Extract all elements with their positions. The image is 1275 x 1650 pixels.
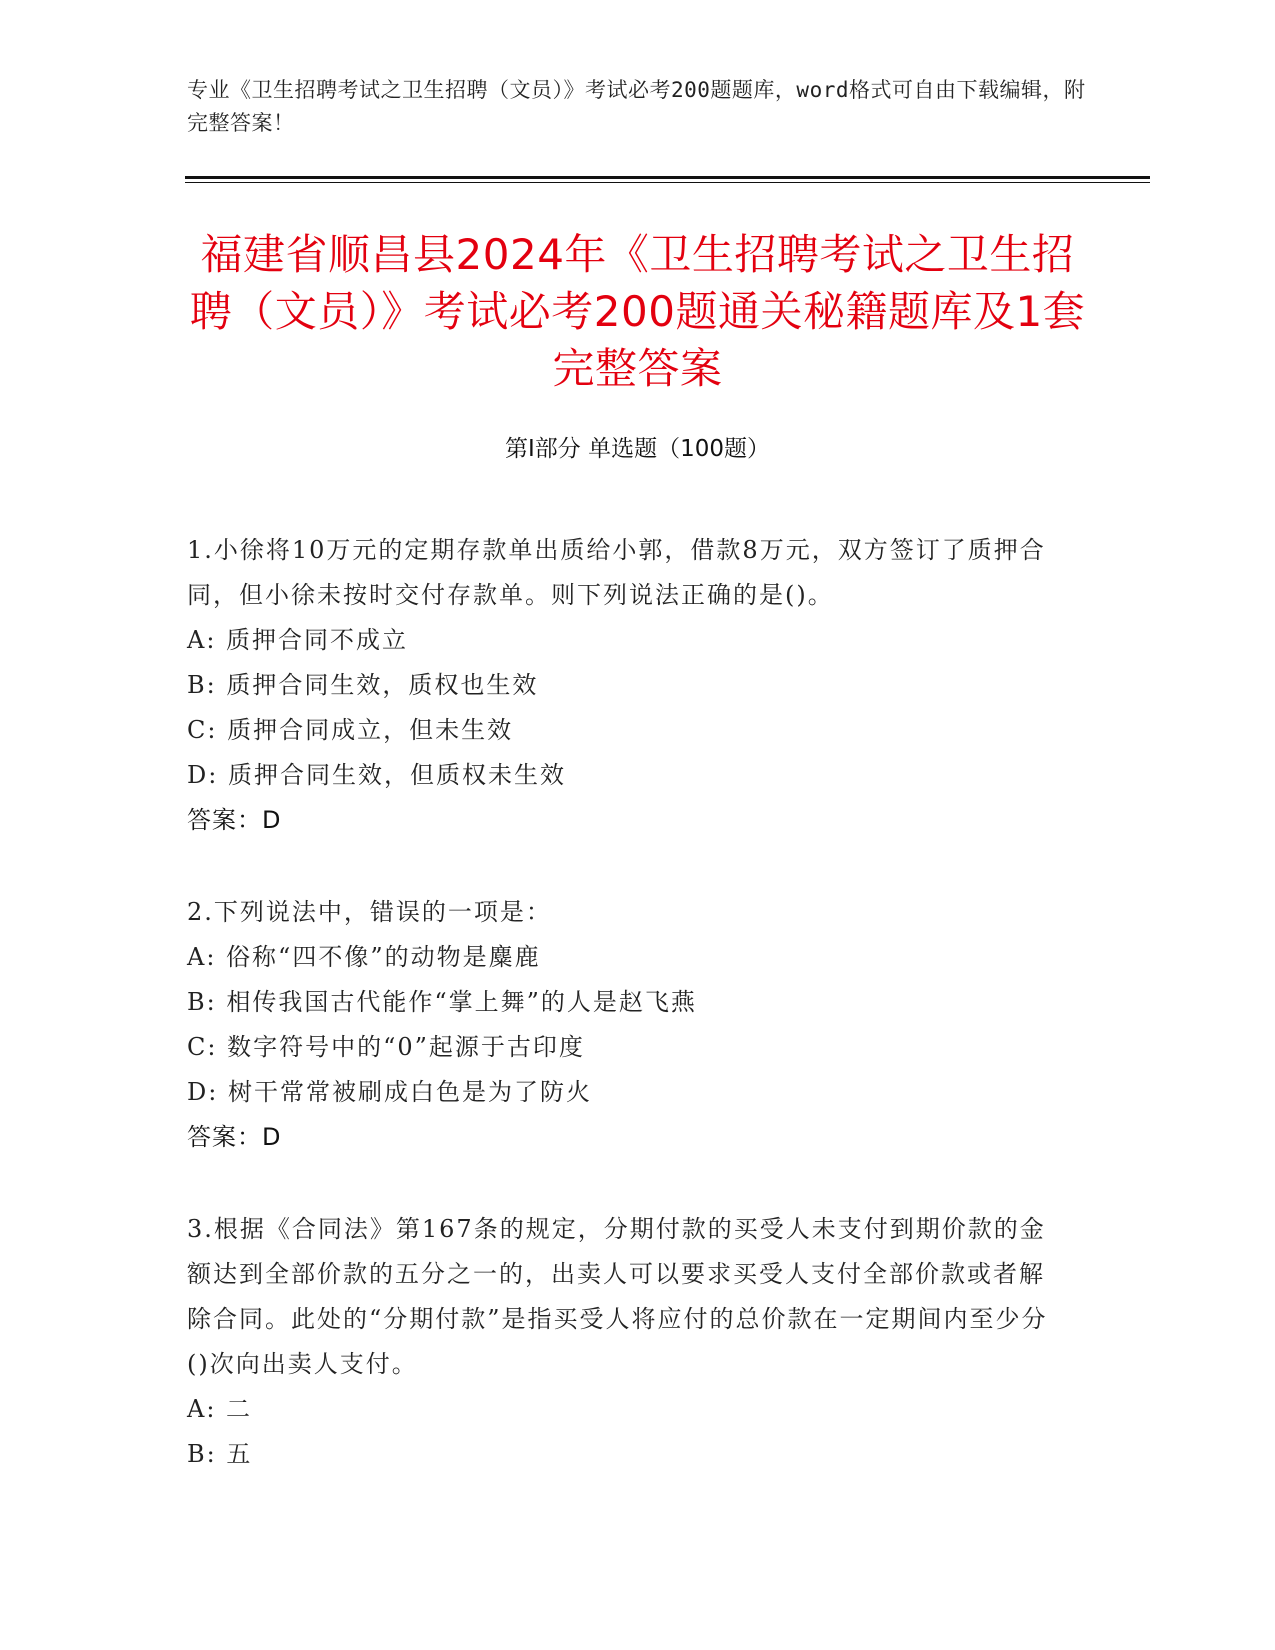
option-b: B: 五 — [187, 1440, 253, 1468]
question-stem: 2.下列说法中，错误的一项是： — [187, 898, 552, 926]
question-2 — [187, 890, 1067, 1160]
document-title: 福建省顺昌县2024年《卫生招聘考试之卫生招聘（文员）》考试必考200题通关秘籍题库及1套完整答案 — [189, 230, 1086, 393]
option-c: C: 质押合同成立，但未生效 — [187, 716, 514, 744]
header-note: 专业《卫生招聘考试之卫生招聘（文员）》考试必考200题题库，word格式可自由下载编辑，附完整答案！ — [187, 78, 1086, 135]
option-b: B: 相传我国古代能作“掌上舞”的人是赵飞燕 — [187, 988, 697, 1016]
option-d: D: 质押合同生效，但质权未生效 — [187, 761, 566, 789]
header-divider-thick — [185, 176, 1150, 179]
question-spacer — [187, 1160, 1067, 1207]
answer-line: 答案：D — [187, 1123, 282, 1151]
option-b: B: 质押合同生效，质权也生效 — [187, 671, 539, 699]
option-d: D: 树干常常被刷成白色是为了防火 — [187, 1078, 592, 1106]
question-list — [187, 528, 1067, 1477]
option-c: C: 数字符号中的“0”起源于古印度 — [187, 1033, 585, 1061]
option-a: A: 俗称“四不像”的动物是麋鹿 — [187, 943, 541, 971]
header-divider-thin — [185, 182, 1150, 183]
answer-line: 答案：D — [187, 806, 282, 834]
question-spacer — [187, 843, 1067, 890]
option-a: A: 二 — [187, 1395, 253, 1423]
question-1 — [187, 528, 1067, 843]
question-3 — [187, 1207, 1067, 1477]
question-stem: 1.小徐将10万元的定期存款单出质给小郭，借款8万元，双方签订了质押合同，但小徐未按时交付存款单。则下列说法正确的是()。 — [187, 536, 1046, 609]
question-stem: 3.根据《合同法》第167条的规定，分期付款的买受人未支付到期价款的金额达到全部价款的五分之一的，出卖人可以要求买受人支付全部价款或者解除合同。此处的“分期付款”是指买受人将应付的总价款在一定期间内至少分()次向出卖人支付。 — [187, 1215, 1048, 1378]
option-a: A: 质押合同不成立 — [187, 626, 409, 654]
section-heading: 第Ⅰ部分 单选题（100题） — [505, 436, 770, 462]
